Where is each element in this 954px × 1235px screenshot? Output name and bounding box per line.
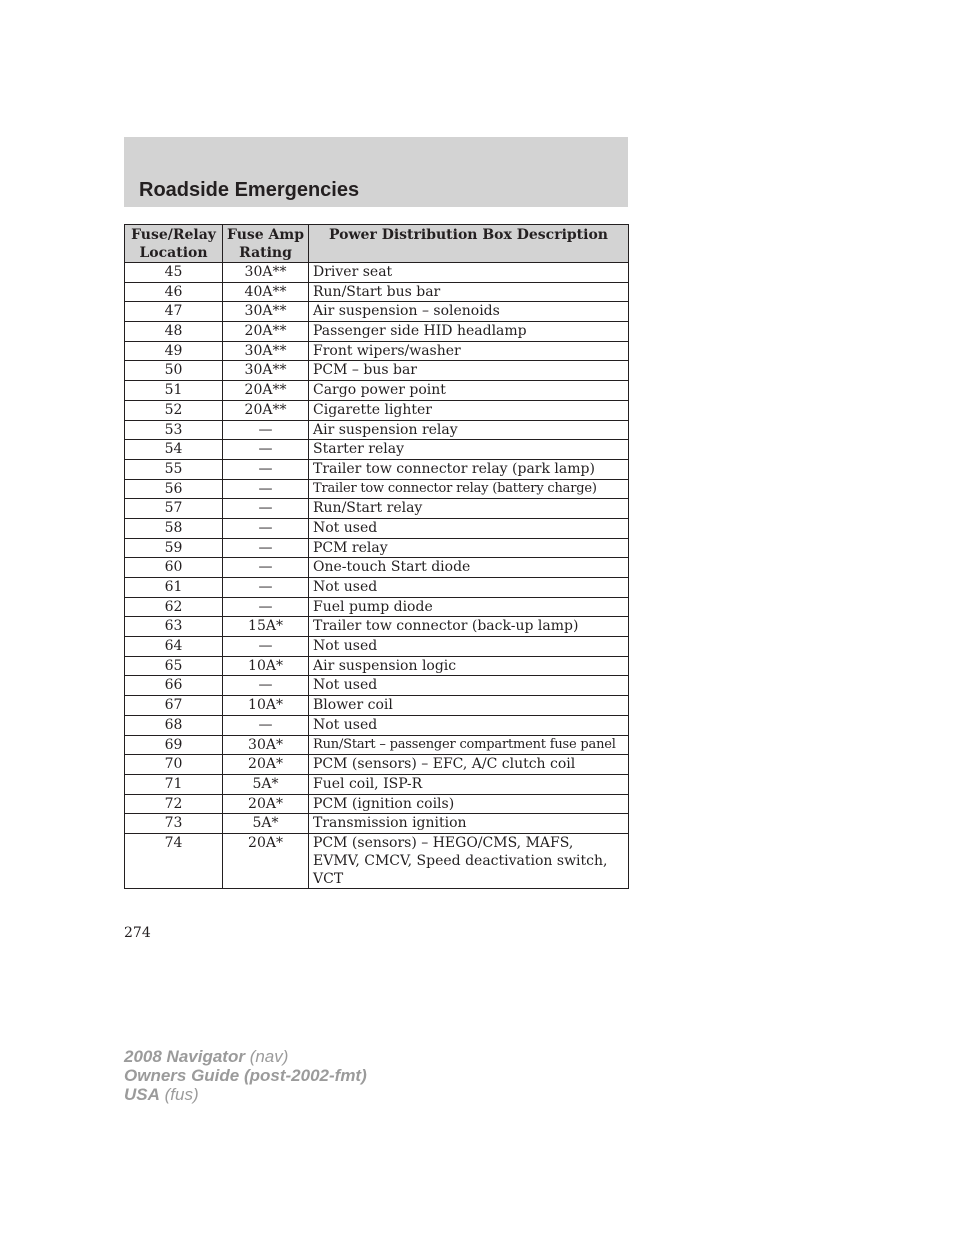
cell-location: 68 <box>125 715 223 735</box>
cell-description: Air suspension – solenoids <box>309 302 629 322</box>
cell-description: Cigarette lighter <box>309 400 629 420</box>
table-header-row <box>125 225 629 263</box>
cell-description: Starter relay <box>309 440 629 460</box>
table-row <box>125 735 629 755</box>
footer-line-market <box>124 1085 367 1104</box>
table-row <box>125 538 629 558</box>
cell-description: Run/Start – passenger compartment fuse panel <box>309 735 629 755</box>
table-row <box>125 597 629 617</box>
table-row <box>125 794 629 814</box>
cell-rating: 5A* <box>223 814 309 834</box>
table-row <box>125 578 629 598</box>
cell-description: Fuel coil, ISP-R <box>309 774 629 794</box>
cell-description: PCM – bus bar <box>309 361 629 381</box>
cell-location: 56 <box>125 479 223 499</box>
cell-rating: — <box>223 420 309 440</box>
table-row <box>125 381 629 401</box>
cell-location: 70 <box>125 755 223 775</box>
cell-location: 71 <box>125 774 223 794</box>
cell-location: 64 <box>125 637 223 657</box>
table-row <box>125 774 629 794</box>
cell-rating: 5A* <box>223 774 309 794</box>
cell-location: 72 <box>125 794 223 814</box>
cell-description: Trailer tow connector relay (battery charge) <box>309 479 629 499</box>
cell-location: 51 <box>125 381 223 401</box>
table-row <box>125 518 629 538</box>
cell-location: 45 <box>125 263 223 283</box>
table-row <box>125 755 629 775</box>
cell-location: 59 <box>125 538 223 558</box>
cell-location: 55 <box>125 459 223 479</box>
cell-rating: 10A* <box>223 696 309 716</box>
footer-line-guide <box>124 1066 367 1085</box>
cell-rating: 30A** <box>223 361 309 381</box>
cell-rating: 10A* <box>223 656 309 676</box>
cell-location: 61 <box>125 578 223 598</box>
footer-line-vehicle <box>124 1047 367 1066</box>
page-number: 274 <box>124 925 151 941</box>
cell-rating: 15A* <box>223 617 309 637</box>
cell-location: 60 <box>125 558 223 578</box>
table-row <box>125 814 629 834</box>
cell-description: Cargo power point <box>309 381 629 401</box>
cell-rating: — <box>223 578 309 598</box>
cell-location: 52 <box>125 400 223 420</box>
cell-rating: — <box>223 518 309 538</box>
footer-guide: Owners Guide (post-2002-fmt) <box>124 1066 367 1085</box>
cell-location: 66 <box>125 676 223 696</box>
table-row <box>125 282 629 302</box>
document-footer <box>124 1047 367 1104</box>
cell-location: 49 <box>125 341 223 361</box>
cell-rating: — <box>223 538 309 558</box>
fuse-table <box>124 224 629 889</box>
table-row <box>125 499 629 519</box>
cell-description: PCM (ignition coils) <box>309 794 629 814</box>
table-row <box>125 617 629 637</box>
table-row <box>125 715 629 735</box>
cell-rating: — <box>223 499 309 519</box>
cell-description: Not used <box>309 518 629 538</box>
cell-description: Fuel pump diode <box>309 597 629 617</box>
cell-rating: 30A* <box>223 735 309 755</box>
cell-rating: 20A* <box>223 755 309 775</box>
table-row <box>125 400 629 420</box>
cell-rating: — <box>223 479 309 499</box>
cell-rating: 40A** <box>223 282 309 302</box>
cell-location: 73 <box>125 814 223 834</box>
cell-description: Run/Start bus bar <box>309 282 629 302</box>
table-row <box>125 696 629 716</box>
cell-location: 62 <box>125 597 223 617</box>
cell-rating: — <box>223 459 309 479</box>
table-row <box>125 341 629 361</box>
column-header-location: Fuse/Relay Location <box>125 225 223 263</box>
cell-description: Front wipers/washer <box>309 341 629 361</box>
cell-description: Driver seat <box>309 263 629 283</box>
column-header-rating: Fuse Amp Rating <box>223 225 309 263</box>
footer-market: USA <box>124 1085 160 1104</box>
cell-description: PCM (sensors) – HEGO/CMS, MAFS, EVMV, CMCV, Speed deactivation switch, VCT <box>309 833 629 888</box>
cell-description: Trailer tow connector relay (park lamp) <box>309 459 629 479</box>
cell-rating: — <box>223 597 309 617</box>
table-row <box>125 263 629 283</box>
cell-rating: 20A* <box>223 833 309 888</box>
cell-rating: — <box>223 637 309 657</box>
cell-description: Trailer tow connector (back-up lamp) <box>309 617 629 637</box>
table-row <box>125 322 629 342</box>
cell-rating: — <box>223 676 309 696</box>
cell-rating: 20A** <box>223 400 309 420</box>
column-header-description: Power Distribution Box Description <box>309 225 629 263</box>
table-row <box>125 479 629 499</box>
cell-location: 67 <box>125 696 223 716</box>
table-row <box>125 420 629 440</box>
cell-rating: — <box>223 440 309 460</box>
footer-vehicle-code: (nav) <box>249 1047 289 1066</box>
cell-location: 54 <box>125 440 223 460</box>
cell-rating: — <box>223 715 309 735</box>
table-row <box>125 656 629 676</box>
cell-description: Passenger side HID headlamp <box>309 322 629 342</box>
table-row <box>125 459 629 479</box>
cell-location: 57 <box>125 499 223 519</box>
table-row <box>125 833 629 888</box>
cell-description: Blower coil <box>309 696 629 716</box>
cell-description: Not used <box>309 676 629 696</box>
cell-description: One-touch Start diode <box>309 558 629 578</box>
table-row <box>125 361 629 381</box>
cell-rating: 20A** <box>223 322 309 342</box>
cell-description: Not used <box>309 715 629 735</box>
footer-vehicle: 2008 Navigator <box>124 1047 245 1066</box>
cell-location: 63 <box>125 617 223 637</box>
cell-location: 69 <box>125 735 223 755</box>
cell-rating: 20A** <box>223 381 309 401</box>
table-row <box>125 558 629 578</box>
table-row <box>125 440 629 460</box>
cell-description: PCM (sensors) – EFC, A/C clutch coil <box>309 755 629 775</box>
cell-location: 53 <box>125 420 223 440</box>
cell-rating: 30A** <box>223 263 309 283</box>
cell-description: Not used <box>309 637 629 657</box>
cell-location: 46 <box>125 282 223 302</box>
cell-description: Run/Start relay <box>309 499 629 519</box>
table-row <box>125 637 629 657</box>
cell-description: Air suspension logic <box>309 656 629 676</box>
footer-market-code: (fus) <box>164 1085 199 1104</box>
cell-location: 50 <box>125 361 223 381</box>
cell-location: 74 <box>125 833 223 888</box>
cell-description: Transmission ignition <box>309 814 629 834</box>
cell-description: Not used <box>309 578 629 598</box>
table-row <box>125 302 629 322</box>
cell-rating: 30A** <box>223 302 309 322</box>
section-title: Roadside Emergencies <box>139 179 360 201</box>
cell-location: 65 <box>125 656 223 676</box>
cell-rating: 30A** <box>223 341 309 361</box>
fuse-table-body <box>125 263 629 889</box>
cell-location: 58 <box>125 518 223 538</box>
cell-location: 48 <box>125 322 223 342</box>
cell-rating: 20A* <box>223 794 309 814</box>
table-row <box>125 676 629 696</box>
cell-location: 47 <box>125 302 223 322</box>
cell-rating: — <box>223 558 309 578</box>
cell-description: PCM relay <box>309 538 629 558</box>
cell-description: Air suspension relay <box>309 420 629 440</box>
